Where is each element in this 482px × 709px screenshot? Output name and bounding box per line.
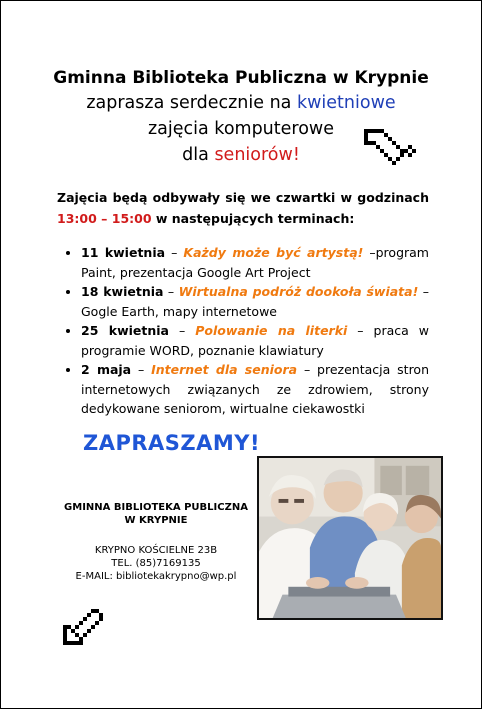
term-title: Polowanie na literki [195, 323, 348, 338]
list-item [81, 360, 429, 419]
audience-pre: dla [182, 145, 215, 165]
contact-block [57, 501, 255, 583]
term-date: 25 kwietnia [81, 323, 169, 338]
term-description: – praca w programie WORD, poznanie klawiatury [81, 323, 429, 358]
mouse-cursor-icon [63, 607, 111, 645]
mouse-cursor-icon [364, 129, 416, 167]
audience-highlight: seniorów [214, 145, 293, 165]
term-description: – prezentacja stron internetowych związanych ze zdrowiem, strony dedykowane seniorom, wirtualne ciekawostki [81, 362, 429, 416]
term-date: 11 kwietnia [81, 245, 166, 260]
month-highlight: kwietniowe [296, 93, 396, 113]
invitation-text: zaprasza serdecznie na [86, 93, 297, 113]
term-separator: – [131, 362, 152, 377]
term-separator: – [163, 284, 179, 299]
contact-phone: TEL. (85)7169135 [111, 558, 201, 569]
library-name: Gminna Biblioteka Publiczna w Krypnie [53, 68, 429, 88]
contact-name: GMINNA BIBLIOTEKA PUBLICZNA W KRYPNIE [64, 502, 248, 526]
intro-text-post: w następujących terminach: [151, 211, 355, 226]
list-item [81, 243, 429, 282]
contact-address: KRYPNO KOŚCIELNE 23B [94, 545, 218, 556]
term-title: Wirtualna podróż dookoła świata! [178, 284, 419, 299]
term-description: –program Paint, prezentacja Google Art Project [81, 245, 429, 280]
term-date: 2 maja [81, 362, 132, 377]
audience-exclamation: ! [292, 145, 300, 165]
list-item [81, 321, 429, 360]
invite-heading: ZAPRASZAMY! [83, 431, 261, 455]
class-hours: 13:00 – 15:00 [57, 211, 152, 226]
contact-email: E-MAIL: bibliotekakrypno@wp.pl [75, 571, 237, 582]
classes-line: zajęcia komputerowe [148, 119, 334, 139]
term-title: Internet dla seniora [151, 362, 298, 377]
seniors-at-laptop-photo [257, 456, 443, 620]
invitation-line [1, 90, 481, 116]
schedule-list [57, 243, 429, 419]
term-date: 18 kwietnia [81, 284, 164, 299]
list-item [81, 282, 429, 321]
term-description: – Gogle Earth, mapy internetowe [81, 284, 429, 319]
intro-text: Zajęcia będą odbywały się we czwartki w godzinach [57, 190, 429, 205]
schedule-intro [57, 187, 429, 229]
term-title: Każdy może być artystą! [183, 245, 364, 260]
term-separator: – [165, 245, 184, 260]
term-separator: – [168, 323, 196, 338]
